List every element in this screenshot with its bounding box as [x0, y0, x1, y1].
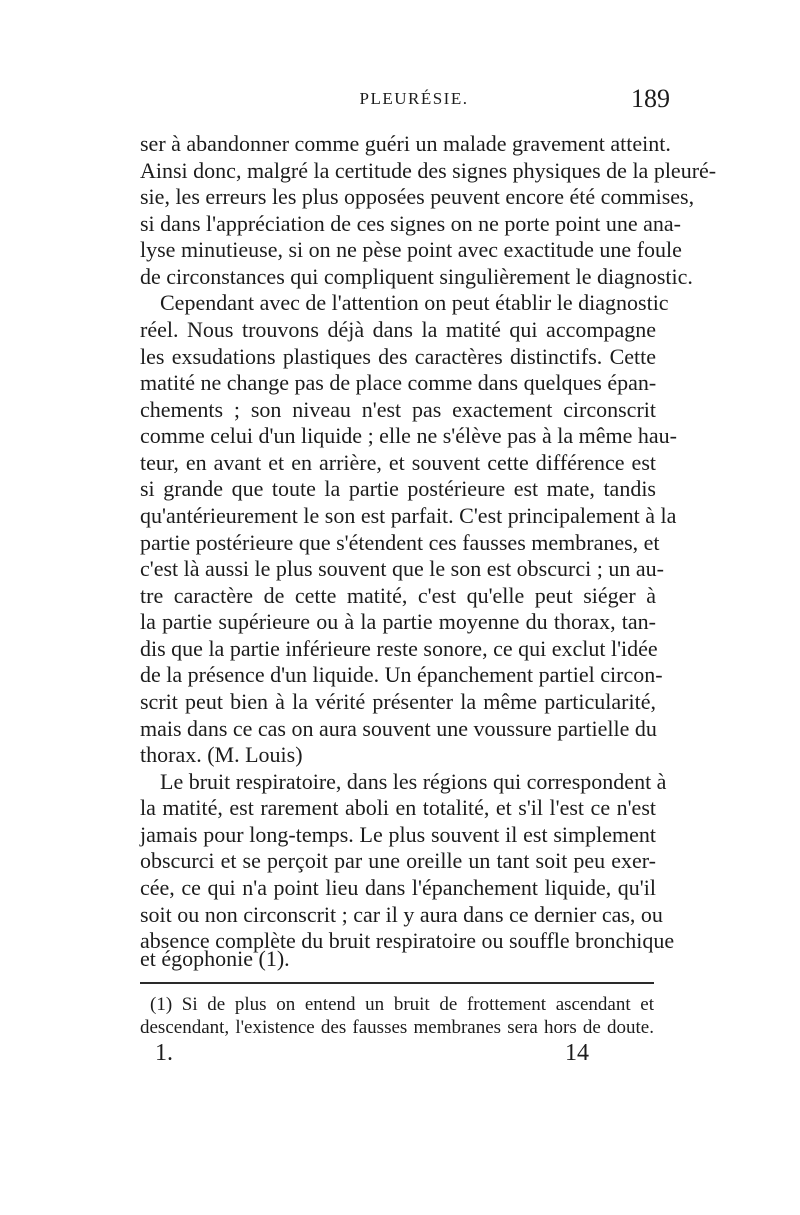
- body-line: c'est là aussi le plus souvent que le son est obscurci ; un au-: [140, 556, 664, 581]
- body-line: sie, les erreurs les plus opposées peuvent encore été commises,: [140, 184, 695, 209]
- body-line: comme celui d'un liquide ; elle ne s'élève pas à la même hau-: [140, 423, 677, 448]
- body-line: et égophonie (1).: [140, 946, 290, 971]
- body-line: teur, en avant et en arrière, et souvent cette différence est: [140, 450, 656, 475]
- body-line: lyse minutieuse, si on ne pèse point avec exactitude une foule: [140, 237, 682, 262]
- body-line: réel. Nous trouvons déjà dans la matité qui accompagne: [140, 317, 656, 342]
- body-line: scrit peut bien à la vérité présenter la même particularité,: [140, 689, 656, 714]
- body-line: dis que la partie inférieure reste sonore, ce qui exclut l'idée: [140, 636, 658, 661]
- body-line: de la présence d'un liquide. Un épanchement partiel circon-: [140, 662, 663, 687]
- body-line: Le bruit respiratoire, dans les régions qui correspondent à: [160, 769, 667, 794]
- body-line: jamais pour long-temps. Le plus souvent il est simplement: [140, 822, 656, 847]
- body-line: tre caractère de cette matité, c'est qu'elle peut siéger à: [140, 583, 656, 608]
- body-line: obscurci et se perçoit par une oreille un tant soit peu exer-: [140, 848, 656, 873]
- body-line: Cependant avec de l'attention on peut établir le diagnostic: [160, 290, 669, 315]
- body-line: absence complète du bruit respiratoire ou souffle bronchique: [140, 928, 675, 953]
- body-line: qu'antérieurement le son est parfait. C'est principalement à la: [140, 503, 677, 528]
- body-line: la matité, est rarement aboli en totalité, et s'il l'est ce n'est: [140, 795, 656, 820]
- body-line: si grande que toute la partie postérieure est mate, tandis: [140, 476, 656, 501]
- body-line: de circonstances qui compliquent singulièrement le diagnostic.: [140, 264, 693, 289]
- footnote-line: (1) Si de plus on entend un bruit de frottement ascendant et: [150, 994, 654, 1015]
- body-line: partie postérieure que s'étendent ces fausses membranes, et: [140, 530, 660, 555]
- page-number: 189: [631, 84, 670, 113]
- body-line: si dans l'appréciation de ces signes on ne porte point une ana-: [140, 211, 681, 236]
- body-line: cée, ce qui n'a point lieu dans l'épanchement liquide, qu'il: [140, 875, 656, 900]
- body-line: ser à abandonner comme guéri un malade gravement atteint.: [140, 131, 671, 156]
- running-title: PLEURÉSIE.: [359, 89, 469, 108]
- body-line: chements ; son niveau n'est pas exactement circonscrit: [140, 397, 656, 422]
- footnote-rule: [140, 982, 654, 984]
- signature-volume: 1.: [155, 1040, 173, 1066]
- body-line: la partie supérieure ou à la partie moyenne du thorax, tan-: [140, 609, 656, 634]
- body-line: thorax. (M. Louis): [140, 742, 303, 767]
- body-line: matité ne change pas de place comme dans quelques épan-: [140, 370, 657, 395]
- footnote-line: descendant, l'existence des fausses membranes sera hors de doute.: [140, 1017, 654, 1038]
- body-line: soit ou non circonscrit ; car il y aura dans ce dernier cas, ou: [140, 902, 663, 927]
- body-line: mais dans ce cas on aura souvent une voussure partielle du: [140, 716, 657, 741]
- body-line: Ainsi donc, malgré la certitude des signes physiques de la pleuré-: [140, 158, 717, 183]
- signature-sheet: 14: [565, 1040, 589, 1066]
- body-line: les exsudations plastiques des caractères distinctifs. Cette: [140, 344, 656, 369]
